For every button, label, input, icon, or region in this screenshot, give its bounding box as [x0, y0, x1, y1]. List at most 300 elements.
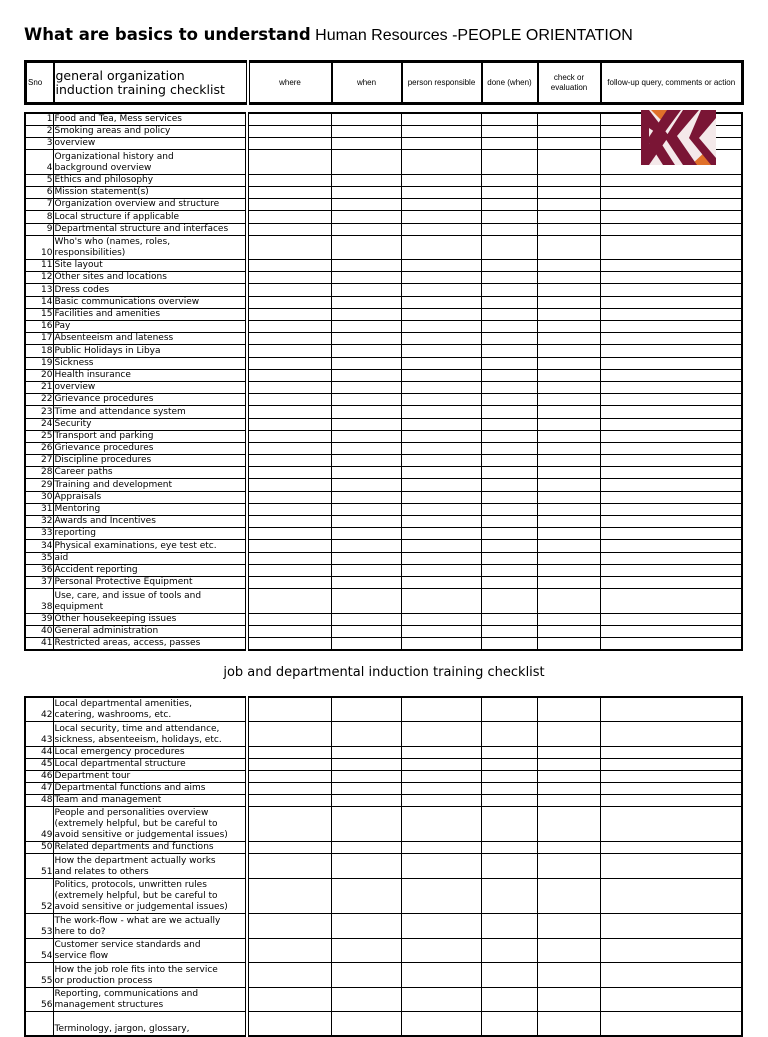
cell-when[interactable]: [331, 113, 401, 126]
cell-followup[interactable]: [600, 564, 742, 576]
cell-done[interactable]: [481, 333, 537, 345]
cell-when[interactable]: [331, 174, 401, 186]
cell-followup[interactable]: [600, 637, 742, 650]
cell-check[interactable]: [537, 794, 600, 806]
cell-when[interactable]: [331, 746, 401, 758]
cell-check[interactable]: [537, 770, 600, 782]
cell-when[interactable]: [331, 430, 401, 442]
cell-when[interactable]: [331, 963, 401, 988]
cell-followup[interactable]: [600, 260, 742, 272]
cell-person[interactable]: [401, 770, 481, 782]
cell-followup[interactable]: [600, 357, 742, 369]
cell-done[interactable]: [481, 697, 537, 722]
cell-check[interactable]: [537, 174, 600, 186]
cell-person[interactable]: [401, 552, 481, 564]
cell-person[interactable]: [401, 794, 481, 806]
cell-done[interactable]: [481, 963, 537, 988]
cell-where[interactable]: [247, 199, 331, 211]
cell-followup[interactable]: [600, 540, 742, 552]
cell-person[interactable]: [401, 150, 481, 174]
cell-person[interactable]: [401, 564, 481, 576]
cell-check[interactable]: [537, 963, 600, 988]
cell-where[interactable]: [247, 223, 331, 235]
cell-check[interactable]: [537, 223, 600, 235]
cell-where[interactable]: [247, 589, 331, 613]
cell-check[interactable]: [537, 442, 600, 454]
cell-done[interactable]: [481, 589, 537, 613]
cell-followup[interactable]: [600, 235, 742, 259]
cell-followup[interactable]: [600, 333, 742, 345]
cell-person[interactable]: [401, 126, 481, 138]
cell-done[interactable]: [481, 914, 537, 939]
cell-followup[interactable]: [600, 782, 742, 794]
cell-person[interactable]: [401, 211, 481, 223]
cell-when[interactable]: [331, 296, 401, 308]
cell-done[interactable]: [481, 284, 537, 296]
cell-person[interactable]: [401, 963, 481, 988]
cell-done[interactable]: [481, 625, 537, 637]
cell-where[interactable]: [247, 321, 331, 333]
cell-where[interactable]: [247, 746, 331, 758]
cell-when[interactable]: [331, 491, 401, 503]
cell-check[interactable]: [537, 284, 600, 296]
cell-done[interactable]: [481, 272, 537, 284]
cell-person[interactable]: [401, 394, 481, 406]
cell-where[interactable]: [247, 126, 331, 138]
cell-person[interactable]: [401, 540, 481, 552]
cell-when[interactable]: [331, 576, 401, 588]
cell-followup[interactable]: [600, 442, 742, 454]
cell-done[interactable]: [481, 211, 537, 223]
cell-where[interactable]: [247, 806, 331, 842]
cell-followup[interactable]: [600, 406, 742, 418]
cell-done[interactable]: [481, 406, 537, 418]
cell-check[interactable]: [537, 455, 600, 467]
cell-check[interactable]: [537, 321, 600, 333]
cell-done[interactable]: [481, 357, 537, 369]
cell-followup[interactable]: [600, 308, 742, 320]
cell-followup[interactable]: [600, 1012, 742, 1037]
cell-check[interactable]: [537, 211, 600, 223]
cell-where[interactable]: [247, 455, 331, 467]
cell-when[interactable]: [331, 211, 401, 223]
cell-when[interactable]: [331, 186, 401, 198]
cell-where[interactable]: [247, 963, 331, 988]
cell-check[interactable]: [537, 613, 600, 625]
cell-where[interactable]: [247, 854, 331, 879]
cell-followup[interactable]: [600, 223, 742, 235]
cell-followup[interactable]: [600, 987, 742, 1012]
cell-followup[interactable]: [600, 625, 742, 637]
cell-when[interactable]: [331, 540, 401, 552]
cell-when[interactable]: [331, 552, 401, 564]
cell-done[interactable]: [481, 467, 537, 479]
cell-person[interactable]: [401, 174, 481, 186]
cell-followup[interactable]: [600, 199, 742, 211]
cell-check[interactable]: [537, 479, 600, 491]
cell-followup[interactable]: [600, 369, 742, 381]
cell-when[interactable]: [331, 467, 401, 479]
cell-followup[interactable]: [600, 576, 742, 588]
cell-done[interactable]: [481, 186, 537, 198]
cell-where[interactable]: [247, 782, 331, 794]
cell-where[interactable]: [247, 914, 331, 939]
cell-check[interactable]: [537, 199, 600, 211]
cell-where[interactable]: [247, 794, 331, 806]
cell-person[interactable]: [401, 914, 481, 939]
cell-check[interactable]: [537, 914, 600, 939]
cell-done[interactable]: [481, 345, 537, 357]
cell-followup[interactable]: [600, 418, 742, 430]
cell-when[interactable]: [331, 854, 401, 879]
cell-person[interactable]: [401, 369, 481, 381]
cell-check[interactable]: [537, 186, 600, 198]
cell-where[interactable]: [247, 516, 331, 528]
cell-person[interactable]: [401, 418, 481, 430]
cell-done[interactable]: [481, 528, 537, 540]
cell-check[interactable]: [537, 589, 600, 613]
cell-check[interactable]: [537, 697, 600, 722]
cell-when[interactable]: [331, 613, 401, 625]
cell-followup[interactable]: [600, 503, 742, 515]
cell-where[interactable]: [247, 381, 331, 393]
cell-when[interactable]: [331, 150, 401, 174]
cell-person[interactable]: [401, 113, 481, 126]
cell-when[interactable]: [331, 235, 401, 259]
cell-done[interactable]: [481, 442, 537, 454]
cell-where[interactable]: [247, 150, 331, 174]
cell-done[interactable]: [481, 308, 537, 320]
cell-followup[interactable]: [600, 528, 742, 540]
cell-person[interactable]: [401, 235, 481, 259]
cell-when[interactable]: [331, 1012, 401, 1037]
cell-when[interactable]: [331, 758, 401, 770]
cell-followup[interactable]: [600, 272, 742, 284]
cell-person[interactable]: [401, 199, 481, 211]
cell-person[interactable]: [401, 223, 481, 235]
cell-check[interactable]: [537, 1012, 600, 1037]
cell-check[interactable]: [537, 987, 600, 1012]
cell-where[interactable]: [247, 479, 331, 491]
cell-followup[interactable]: [600, 914, 742, 939]
cell-done[interactable]: [481, 296, 537, 308]
cell-person[interactable]: [401, 467, 481, 479]
cell-person[interactable]: [401, 613, 481, 625]
cell-where[interactable]: [247, 430, 331, 442]
cell-when[interactable]: [331, 369, 401, 381]
cell-check[interactable]: [537, 138, 600, 150]
cell-when[interactable]: [331, 516, 401, 528]
cell-check[interactable]: [537, 503, 600, 515]
cell-done[interactable]: [481, 235, 537, 259]
cell-where[interactable]: [247, 503, 331, 515]
cell-done[interactable]: [481, 564, 537, 576]
cell-check[interactable]: [537, 430, 600, 442]
cell-done[interactable]: [481, 126, 537, 138]
cell-followup[interactable]: [600, 794, 742, 806]
cell-done[interactable]: [481, 878, 537, 914]
cell-person[interactable]: [401, 381, 481, 393]
cell-done[interactable]: [481, 540, 537, 552]
cell-check[interactable]: [537, 878, 600, 914]
cell-when[interactable]: [331, 589, 401, 613]
cell-followup[interactable]: [600, 284, 742, 296]
cell-person[interactable]: [401, 138, 481, 150]
cell-where[interactable]: [247, 770, 331, 782]
cell-where[interactable]: [247, 308, 331, 320]
cell-followup[interactable]: [600, 938, 742, 963]
cell-when[interactable]: [331, 138, 401, 150]
cell-done[interactable]: [481, 150, 537, 174]
cell-followup[interactable]: [600, 589, 742, 613]
cell-when[interactable]: [331, 308, 401, 320]
cell-person[interactable]: [401, 987, 481, 1012]
cell-followup[interactable]: [600, 613, 742, 625]
cell-person[interactable]: [401, 625, 481, 637]
cell-where[interactable]: [247, 576, 331, 588]
cell-check[interactable]: [537, 272, 600, 284]
cell-check[interactable]: [537, 260, 600, 272]
cell-followup[interactable]: [600, 878, 742, 914]
cell-person[interactable]: [401, 186, 481, 198]
cell-when[interactable]: [331, 637, 401, 650]
cell-when[interactable]: [331, 878, 401, 914]
cell-done[interactable]: [481, 806, 537, 842]
cell-done[interactable]: [481, 455, 537, 467]
cell-check[interactable]: [537, 746, 600, 758]
cell-person[interactable]: [401, 442, 481, 454]
cell-where[interactable]: [247, 1012, 331, 1037]
cell-where[interactable]: [247, 842, 331, 854]
cell-done[interactable]: [481, 552, 537, 564]
cell-check[interactable]: [537, 540, 600, 552]
cell-when[interactable]: [331, 260, 401, 272]
cell-done[interactable]: [481, 637, 537, 650]
cell-check[interactable]: [537, 357, 600, 369]
cell-person[interactable]: [401, 430, 481, 442]
cell-followup[interactable]: [600, 746, 742, 758]
cell-where[interactable]: [247, 345, 331, 357]
cell-when[interactable]: [331, 223, 401, 235]
cell-check[interactable]: [537, 758, 600, 770]
cell-check[interactable]: [537, 854, 600, 879]
cell-where[interactable]: [247, 491, 331, 503]
cell-where[interactable]: [247, 613, 331, 625]
cell-when[interactable]: [331, 272, 401, 284]
cell-done[interactable]: [481, 479, 537, 491]
cell-done[interactable]: [481, 418, 537, 430]
cell-done[interactable]: [481, 770, 537, 782]
cell-person[interactable]: [401, 357, 481, 369]
cell-check[interactable]: [537, 150, 600, 174]
cell-person[interactable]: [401, 296, 481, 308]
cell-done[interactable]: [481, 503, 537, 515]
cell-where[interactable]: [247, 272, 331, 284]
cell-where[interactable]: [247, 442, 331, 454]
cell-when[interactable]: [331, 528, 401, 540]
cell-check[interactable]: [537, 369, 600, 381]
cell-followup[interactable]: [600, 345, 742, 357]
cell-person[interactable]: [401, 576, 481, 588]
cell-person[interactable]: [401, 589, 481, 613]
cell-person[interactable]: [401, 782, 481, 794]
cell-person[interactable]: [401, 516, 481, 528]
cell-done[interactable]: [481, 113, 537, 126]
cell-followup[interactable]: [600, 186, 742, 198]
cell-when[interactable]: [331, 321, 401, 333]
cell-person[interactable]: [401, 637, 481, 650]
cell-person[interactable]: [401, 854, 481, 879]
cell-person[interactable]: [401, 697, 481, 722]
cell-done[interactable]: [481, 199, 537, 211]
cell-where[interactable]: [247, 418, 331, 430]
cell-check[interactable]: [537, 308, 600, 320]
cell-followup[interactable]: [600, 806, 742, 842]
cell-check[interactable]: [537, 806, 600, 842]
cell-person[interactable]: [401, 528, 481, 540]
cell-check[interactable]: [537, 333, 600, 345]
cell-when[interactable]: [331, 357, 401, 369]
cell-followup[interactable]: [600, 842, 742, 854]
cell-where[interactable]: [247, 284, 331, 296]
cell-where[interactable]: [247, 186, 331, 198]
cell-check[interactable]: [537, 418, 600, 430]
cell-done[interactable]: [481, 794, 537, 806]
cell-when[interactable]: [331, 770, 401, 782]
cell-when[interactable]: [331, 842, 401, 854]
cell-person[interactable]: [401, 260, 481, 272]
cell-when[interactable]: [331, 126, 401, 138]
cell-check[interactable]: [537, 406, 600, 418]
cell-done[interactable]: [481, 782, 537, 794]
cell-followup[interactable]: [600, 479, 742, 491]
cell-when[interactable]: [331, 794, 401, 806]
cell-when[interactable]: [331, 987, 401, 1012]
cell-when[interactable]: [331, 914, 401, 939]
cell-person[interactable]: [401, 321, 481, 333]
cell-followup[interactable]: [600, 697, 742, 722]
cell-person[interactable]: [401, 503, 481, 515]
cell-when[interactable]: [331, 722, 401, 747]
cell-done[interactable]: [481, 491, 537, 503]
cell-person[interactable]: [401, 406, 481, 418]
cell-check[interactable]: [537, 564, 600, 576]
cell-where[interactable]: [247, 637, 331, 650]
cell-done[interactable]: [481, 1012, 537, 1037]
cell-where[interactable]: [247, 758, 331, 770]
cell-where[interactable]: [247, 138, 331, 150]
cell-person[interactable]: [401, 284, 481, 296]
cell-done[interactable]: [481, 987, 537, 1012]
cell-done[interactable]: [481, 613, 537, 625]
cell-when[interactable]: [331, 479, 401, 491]
cell-where[interactable]: [247, 369, 331, 381]
cell-where[interactable]: [247, 174, 331, 186]
cell-followup[interactable]: [600, 552, 742, 564]
cell-check[interactable]: [537, 625, 600, 637]
cell-when[interactable]: [331, 455, 401, 467]
cell-done[interactable]: [481, 758, 537, 770]
cell-done[interactable]: [481, 430, 537, 442]
cell-when[interactable]: [331, 806, 401, 842]
cell-where[interactable]: [247, 552, 331, 564]
cell-done[interactable]: [481, 394, 537, 406]
cell-person[interactable]: [401, 479, 481, 491]
cell-check[interactable]: [537, 113, 600, 126]
cell-when[interactable]: [331, 503, 401, 515]
cell-done[interactable]: [481, 369, 537, 381]
cell-where[interactable]: [247, 987, 331, 1012]
cell-when[interactable]: [331, 345, 401, 357]
cell-followup[interactable]: [600, 467, 742, 479]
cell-check[interactable]: [537, 552, 600, 564]
cell-check[interactable]: [537, 296, 600, 308]
cell-done[interactable]: [481, 138, 537, 150]
cell-when[interactable]: [331, 394, 401, 406]
cell-check[interactable]: [537, 528, 600, 540]
cell-followup[interactable]: [600, 516, 742, 528]
cell-done[interactable]: [481, 938, 537, 963]
cell-check[interactable]: [537, 394, 600, 406]
cell-where[interactable]: [247, 296, 331, 308]
cell-person[interactable]: [401, 345, 481, 357]
cell-check[interactable]: [537, 467, 600, 479]
cell-followup[interactable]: [600, 211, 742, 223]
cell-done[interactable]: [481, 746, 537, 758]
cell-where[interactable]: [247, 260, 331, 272]
cell-check[interactable]: [537, 576, 600, 588]
cell-where[interactable]: [247, 722, 331, 747]
cell-where[interactable]: [247, 357, 331, 369]
cell-followup[interactable]: [600, 455, 742, 467]
cell-person[interactable]: [401, 722, 481, 747]
cell-where[interactable]: [247, 540, 331, 552]
cell-where[interactable]: [247, 697, 331, 722]
cell-where[interactable]: [247, 235, 331, 259]
cell-followup[interactable]: [600, 722, 742, 747]
cell-when[interactable]: [331, 406, 401, 418]
cell-when[interactable]: [331, 697, 401, 722]
cell-followup[interactable]: [600, 394, 742, 406]
cell-followup[interactable]: [600, 174, 742, 186]
cell-check[interactable]: [537, 782, 600, 794]
cell-person[interactable]: [401, 878, 481, 914]
cell-when[interactable]: [331, 442, 401, 454]
cell-check[interactable]: [537, 491, 600, 503]
cell-done[interactable]: [481, 576, 537, 588]
cell-check[interactable]: [537, 516, 600, 528]
cell-when[interactable]: [331, 782, 401, 794]
cell-where[interactable]: [247, 625, 331, 637]
cell-person[interactable]: [401, 758, 481, 770]
cell-followup[interactable]: [600, 381, 742, 393]
cell-person[interactable]: [401, 1012, 481, 1037]
cell-done[interactable]: [481, 321, 537, 333]
cell-done[interactable]: [481, 381, 537, 393]
cell-where[interactable]: [247, 211, 331, 223]
cell-person[interactable]: [401, 746, 481, 758]
cell-check[interactable]: [537, 842, 600, 854]
cell-person[interactable]: [401, 842, 481, 854]
cell-where[interactable]: [247, 333, 331, 345]
cell-followup[interactable]: [600, 770, 742, 782]
cell-check[interactable]: [537, 126, 600, 138]
cell-where[interactable]: [247, 113, 331, 126]
cell-when[interactable]: [331, 333, 401, 345]
cell-where[interactable]: [247, 406, 331, 418]
cell-where[interactable]: [247, 528, 331, 540]
cell-when[interactable]: [331, 418, 401, 430]
